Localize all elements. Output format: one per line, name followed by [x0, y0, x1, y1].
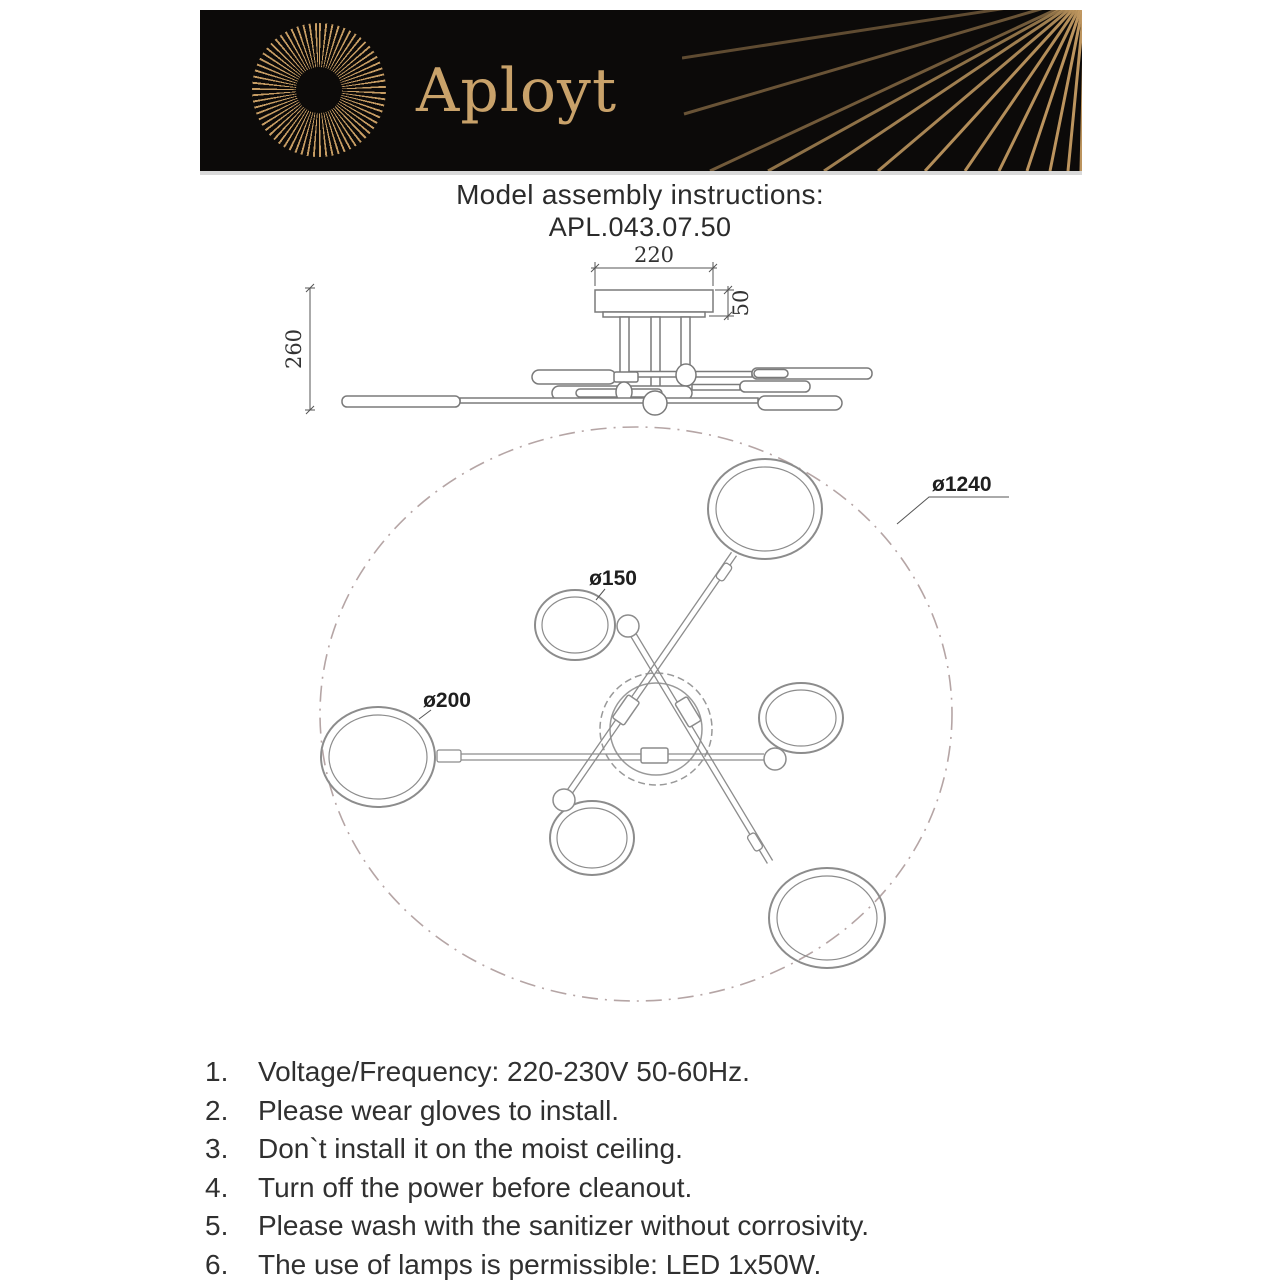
item-number: 4. — [205, 1172, 241, 1204]
item-text: The use of lamps is permissible: LED 1x50W. — [258, 1249, 821, 1281]
list-item — [205, 1095, 1105, 1134]
list-item — [205, 1172, 1105, 1211]
item-text: Please wear gloves to install. — [258, 1095, 619, 1127]
lamp-rings — [321, 459, 885, 968]
item-text: Please wash with the sanitizer without corrosivity. — [258, 1210, 869, 1242]
top-view-drawing — [320, 427, 1009, 1001]
list-item — [205, 1210, 1105, 1249]
dim-label-260: 260 — [282, 329, 306, 369]
item-number: 6. — [205, 1249, 241, 1281]
label-diameter-1240: ø1240 — [932, 473, 992, 496]
side-view-lamp — [342, 290, 872, 415]
item-text: Turn off the power before cleanout. — [258, 1172, 692, 1204]
item-number: 1. — [205, 1056, 241, 1088]
list-item — [205, 1249, 1105, 1287]
page-title: Model assembly instructions: — [0, 179, 1280, 211]
technical-drawing — [280, 240, 1020, 1030]
list-item — [205, 1133, 1105, 1172]
model-code: APL.043.07.50 — [0, 212, 1280, 243]
dim-label-220: 220 — [634, 243, 674, 267]
item-number: 5. — [205, 1210, 241, 1242]
item-number: 2. — [205, 1095, 241, 1127]
diagonal-arm-2 — [617, 615, 773, 864]
item-number: 3. — [205, 1133, 241, 1165]
horizontal-arm — [437, 748, 786, 770]
dim-260 — [305, 284, 315, 414]
top-view-labels — [419, 473, 1009, 719]
sunburst-logo-icon — [252, 23, 386, 157]
item-text: Don`t install it on the moist ceiling. — [258, 1133, 683, 1165]
brand-banner — [200, 10, 1082, 175]
label-diameter-150: ø150 — [589, 567, 637, 590]
instructions-list — [205, 1056, 1105, 1287]
ray-fan-decoration-icon — [682, 10, 1082, 171]
brand-name: Aployt — [416, 10, 617, 171]
list-item — [205, 1056, 1105, 1095]
dim-label-50: 50 — [729, 290, 753, 317]
label-diameter-200: ø200 — [423, 689, 471, 712]
side-view-drawing — [282, 243, 872, 415]
overall-diameter-circle — [320, 427, 952, 1001]
item-text: Voltage/Frequency: 220-230V 50-60Hz. — [258, 1056, 750, 1088]
